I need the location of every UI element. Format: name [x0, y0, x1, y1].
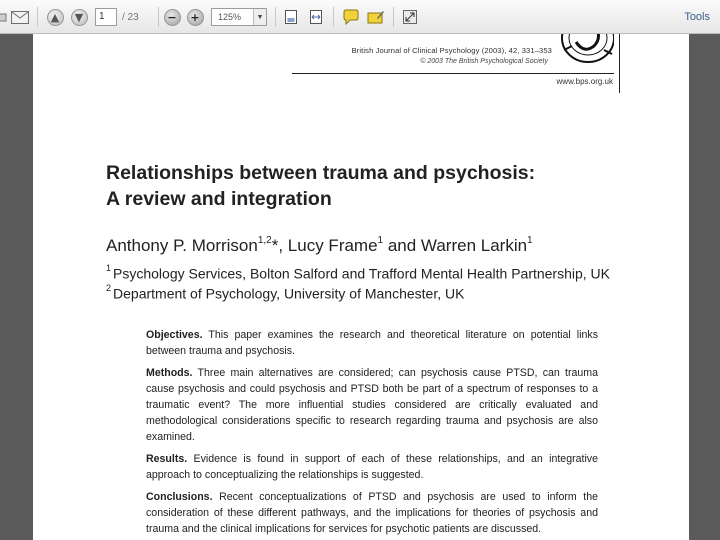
section-text: Evidence is found in support of each of these relationships, and an integrative approach to conceptualizing the relationships is suggested.: [146, 453, 598, 481]
highlight-icon[interactable]: [366, 7, 386, 27]
abstract-conclusions: [146, 489, 598, 537]
toolbar-separator: [275, 7, 276, 27]
affiliation-1: [106, 265, 696, 282]
toolbar-separator: [393, 7, 394, 27]
page-number-input[interactable]: 1: [95, 7, 117, 27]
affiliation-marker: 1: [377, 235, 384, 247]
section-label: Results.: [146, 453, 188, 465]
zoom-select[interactable]: [211, 7, 267, 27]
abstract-methods: [146, 365, 598, 445]
section-label: Conclusions.: [146, 491, 213, 503]
header-rule-vertical: [619, 34, 620, 93]
pdf-toolbar: [0, 0, 720, 34]
page-count: / 23: [122, 11, 139, 23]
author-name: and Warren Larkin: [383, 236, 528, 255]
title-line-1: Relationships between trauma and psychosis:: [106, 162, 536, 184]
next-page-icon[interactable]: ▼: [70, 7, 88, 27]
abstract-results: [146, 451, 598, 483]
title-line-2: A review and integration: [106, 188, 332, 210]
affiliation-marker: 1: [527, 235, 533, 247]
section-label: Methods.: [146, 367, 193, 379]
header-rule: [292, 73, 614, 74]
affiliation-text: Department of Psychology, University of Manchester, UK: [113, 285, 465, 302]
toolbar-separator: [333, 7, 334, 27]
fit-width-icon[interactable]: [307, 7, 325, 27]
affiliation-number: 1: [106, 263, 112, 273]
author-name: Anthony P. Morrison: [106, 236, 258, 255]
copyright-line: © 2003 The British Psychological Society: [420, 58, 548, 65]
section-label: Objectives.: [146, 329, 203, 341]
comment-icon[interactable]: [341, 7, 361, 27]
section-text: This paper examines the research and theoretical literature on potential links between trauma and psychosis.: [146, 329, 598, 357]
fit-page-icon[interactable]: [282, 7, 300, 27]
author-name: *, Lucy Frame: [271, 236, 378, 255]
zoom-value: 125%: [218, 12, 242, 22]
affiliation-2: [106, 285, 696, 302]
affiliation-marker: 1,2: [257, 235, 272, 247]
society-crest-icon: [554, 34, 614, 66]
journal-citation: British Journal of Clinical Psychology (2003), 42, 331–353: [351, 46, 552, 55]
toolbar-separator: [158, 7, 159, 27]
fullscreen-icon[interactable]: [401, 7, 419, 27]
zoom-in-icon[interactable]: +: [186, 7, 204, 27]
abstract-objectives: [146, 327, 598, 359]
zoom-out-icon[interactable]: −: [163, 7, 181, 27]
paper-title: [106, 160, 666, 212]
toolbar-separator: [37, 7, 38, 27]
tools-menu[interactable]: Tools: [684, 11, 710, 23]
email-icon[interactable]: [10, 7, 30, 27]
affiliation-number: 2: [106, 283, 112, 293]
prev-page-icon[interactable]: ▲: [46, 7, 64, 27]
section-text: Three main alternatives are considered; can psychosis cause PTSD, can trauma cause psychosis and could psychosis and PTSD both be part of a spectrum of responses to a traumatic event? The more influential studies considered are critically evaluated and methodological considerations specific to research regarding trauma and psychosis are also examined.: [146, 367, 598, 443]
society-url: www.bps.org.uk: [556, 77, 613, 86]
section-text: Recent conceptualizations of PTSD and psychosis are used to inform the consideration of these different pathways, and the implications for theories of psychosis and trauma and the clinical implications for services for psychotic patients are discussed.: [146, 491, 598, 535]
chevron-down-icon[interactable]: ▼: [253, 9, 266, 25]
print-icon[interactable]: [0, 7, 10, 27]
author-list: [106, 236, 686, 256]
affiliation-text: Psychology Services, Bolton Salford and Trafford Mental Health Partnership, UK: [113, 265, 611, 282]
viewer-background: [0, 34, 33, 540]
